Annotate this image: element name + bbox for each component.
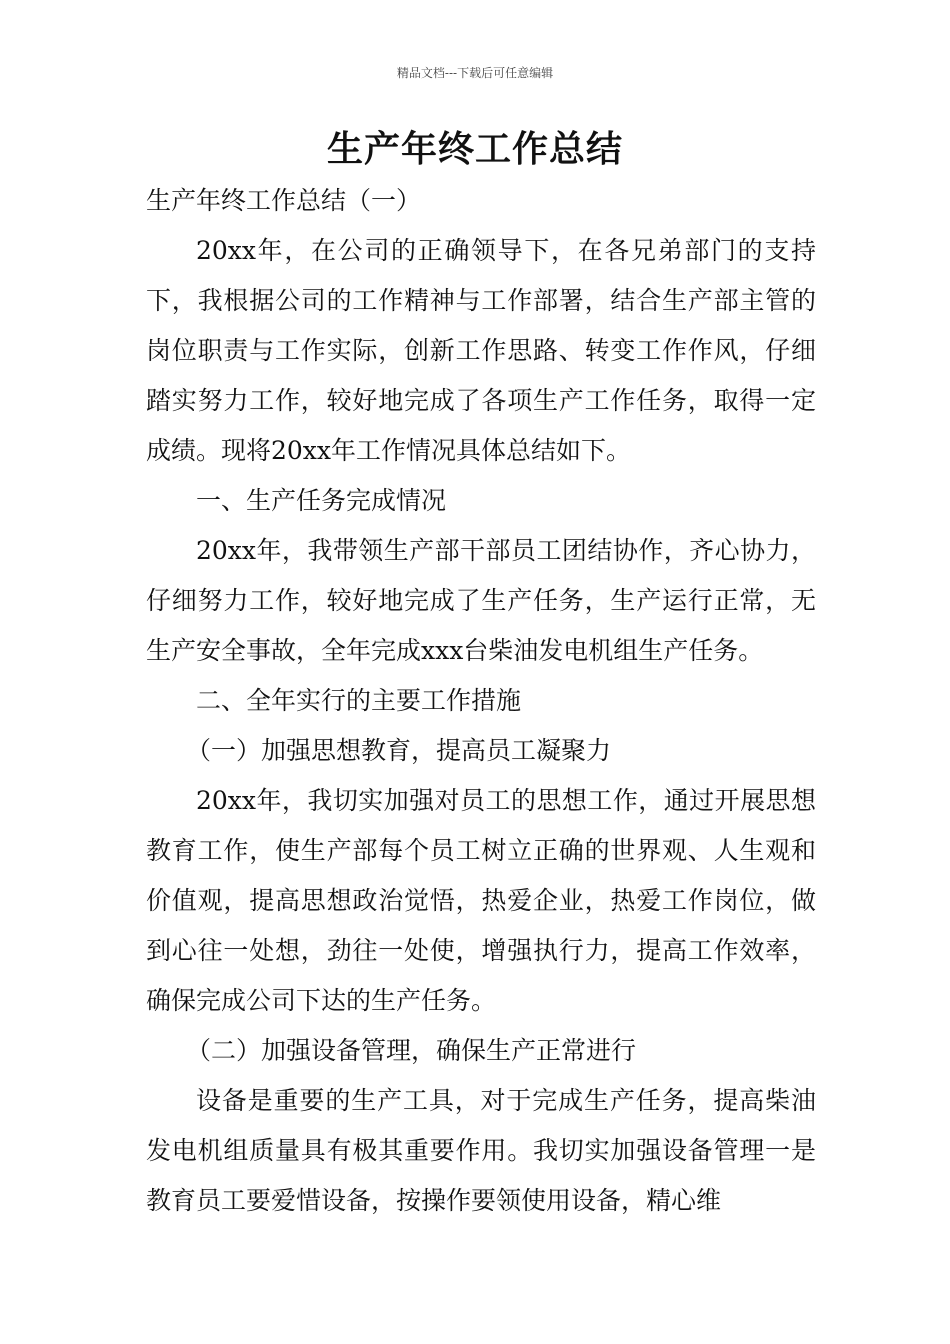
body-paragraph: 20xx年，我带领生产部干部员工团结协作，齐心协力，仔细努力工作，较好地完成了生产任务，生产运行正常，无生产安全事故，全年完成xxx台柴油发电机组生产任务。 xyxy=(146,536,816,665)
subsection-heading: （一）加强思想教育，提高员工凝聚力 xyxy=(186,736,612,765)
document-body xyxy=(146,176,816,1226)
subsection-heading: 一、生产任务完成情况 xyxy=(196,486,447,515)
subsection-heading: 二、全年实行的主要工作措施 xyxy=(196,686,522,715)
section-heading: 生产年终工作总结（一） xyxy=(146,186,422,215)
subsection-heading: （二）加强设备管理，确保生产正常进行 xyxy=(186,1036,637,1065)
body-paragraph: 20xx年，我切实加强对员工的思想工作，通过开展思想教育工作，使生产部每个员工树立正确的世界观、人生观和价值观，提高思想政治觉悟，热爱企业，热爱工作岗位，做到心往一处想，劲往一处使，增强执行力，提高工作效率，确保完成公司下达的生产任务。 xyxy=(146,786,816,1015)
document-title: 生产年终工作总结 xyxy=(326,128,623,170)
header-watermark: 精品文档---下载后可任意编辑 xyxy=(396,66,554,80)
body-paragraph: 设备是重要的生产工具，对于完成生产任务，提高柴油发电机组质量具有极其重要作用。我切实加强设备管理一是教育员工要爱惜设备，按操作要领使用设备，精心维 xyxy=(146,1086,816,1215)
body-paragraph: 20xx年，在公司的正确领导下，在各兄弟部门的支持下，我根据公司的工作精神与工作部署，结合生产部主管的岗位职责与工作实际，创新工作思路、转变工作作风，仔细踏实努力工作，较好地完成了各项生产工作任务，取得一定成绩。现将20xx年工作情况具体总结如下。 xyxy=(146,236,816,465)
